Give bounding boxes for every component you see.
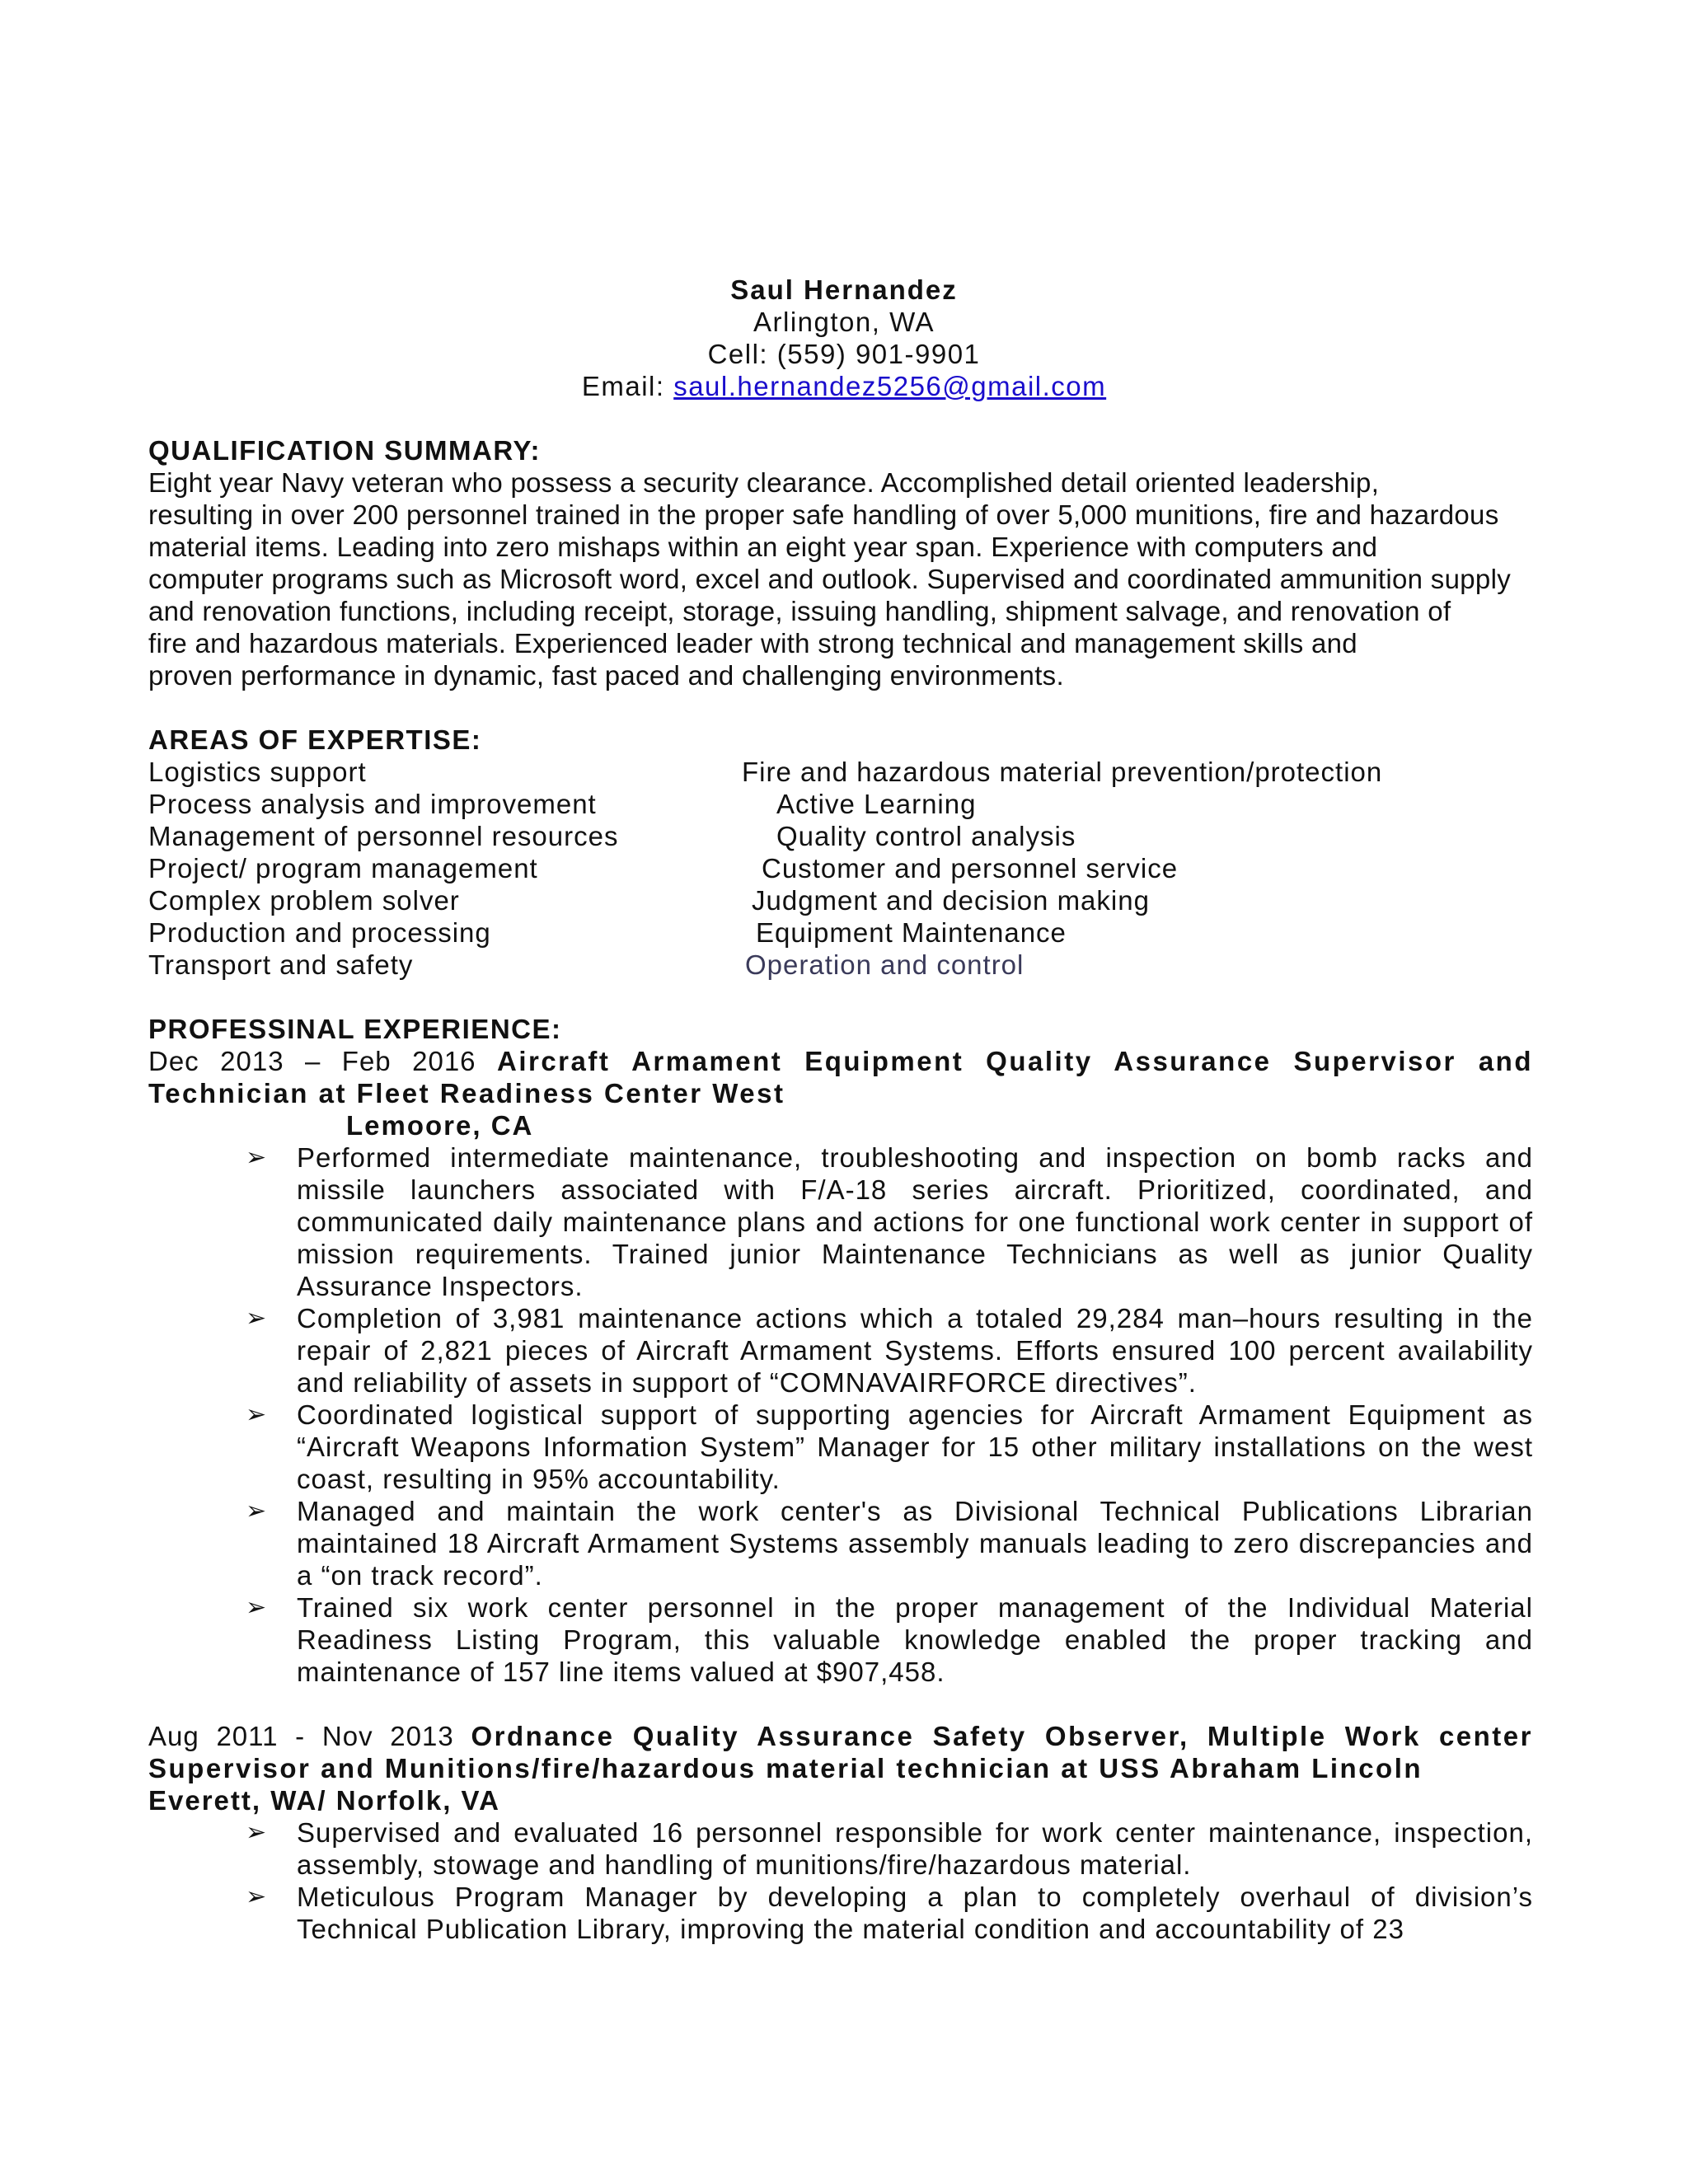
expertise-row [148,820,1533,852]
job-bullets [148,1816,1533,1945]
list-item [246,1302,1533,1399]
candidate-cell: Cell: (559) 901-9901 [707,339,981,369]
summary-line: and renovation functions, including receipt, storage, issuing handling, shipment salvage, and renovation of [148,596,1451,626]
summary-line: resulting in over 200 personnel trained in the proper safe handling of over 5,000 munitions, fire and hazardous [148,499,1499,530]
summary-line: computer programs such as Microsoft word, excel and outlook. Supervised and coordinated ammunition supply [148,564,1511,594]
expertise-row [148,852,1533,884]
email-label: Email: [581,371,674,401]
expertise-row [148,949,1533,981]
bullet-text: Managed and maintain the work center's as Divisional Technical Publications Librarian maintained 18 Aircraft Armament Systems assembly manuals leading to zero discrepancies and a “on track record”. [297,1496,1533,1591]
expertise-item: Quality control analysis [776,821,1076,851]
summary-title: QUALIFICATION SUMMARY: [148,435,542,466]
expertise-item: Judgment and decision making [752,885,1150,916]
expertise-row [148,884,1533,916]
arrow-bullet-icon: ➢ [246,1819,268,1846]
summary-line: fire and hazardous materials. Experienced leader with strong technical and management skills and [148,628,1357,658]
list-item [246,1495,1533,1591]
bullet-text: Meticulous Program Manager by developing a plan to completely overhaul of division’s Technical Publication Library, improving the material condition and accountability of 23 [297,1882,1533,1944]
list-item [246,1399,1533,1495]
arrow-bullet-icon: ➢ [246,1305,268,1332]
expertise-item: Fire and hazardous material prevention/protection [742,757,1383,787]
arrow-bullet-icon: ➢ [246,1883,268,1910]
expertise-item: Active Learning [776,789,977,819]
expertise-item: Transport and safety [148,949,414,980]
list-item [246,1591,1533,1688]
candidate-email-line [0,370,1688,402]
list-item [246,1816,1533,1881]
expertise-item: Operation and control [745,949,1025,980]
expertise-item: Customer and personnel service [762,853,1179,883]
experience-title: PROFESSINAL EXPERIENCE: [148,1014,562,1044]
list-item [246,1881,1533,1945]
arrow-bullet-icon: ➢ [246,1594,268,1621]
arrow-bullet-icon: ➢ [246,1401,268,1428]
job-heading [148,1045,1533,1109]
job-heading [148,1720,1533,1784]
expertise-item: Process analysis and improvement [148,789,597,819]
bullet-text: Trained six work center personnel in the proper management of the Individual Material Readiness Listing Program, this valuable knowledge enabled the proper tracking and maintenance of 157 line items valued at $907,458. [297,1592,1533,1687]
expertise-item: Complex problem solver [148,885,460,916]
expertise-item: Production and processing [148,917,491,948]
job-title: Aircraft Armament Equipment Quality Assurance Supervisor and Technician at Fleet Readiness Center West [148,1046,1533,1108]
arrow-bullet-icon: ➢ [246,1497,268,1525]
bullet-text: Performed intermediate maintenance, troubleshooting and inspection on bomb racks and missile launchers associated with F/A-18 series aircraft. Prioritized, coordinated, and communicated daily maintenance plans and actions for one functional work center in support of mission requirements. Trained junior Maintenance Technicians as well as junior Quality Assurance Inspectors. [297,1142,1533,1301]
arrow-bullet-icon: ➢ [246,1144,268,1171]
summary-text [148,466,1533,691]
bullet-text: Completion of 3,981 maintenance actions which a totaled 29,284 man–hours resulting in the repair of 2,821 pieces of Aircraft Armament Systems. Efforts ensured 100 percent availability and reliability of assets in support of “COMNAVAIRFORCE directives”. [297,1303,1533,1398]
expertise-row [148,788,1533,820]
expertise-item: Logistics support [148,757,367,787]
candidate-location: Arlington, WA [753,307,935,337]
job-location: Everett, WA/ Norfolk, VA [148,1785,500,1816]
expertise-item: Project/ program management [148,853,538,883]
email-link[interactable]: saul.hernandez5256@gmail.com [673,371,1107,401]
job-dates: Aug 2011 - Nov 2013 [148,1721,471,1751]
job-dates: Dec 2013 – Feb 2016 [148,1046,497,1076]
job-title: Ordnance Quality Assurance Safety Observer, Multiple Work center Supervisor and Munitions/fire/hazardous material technician at USS Abraham Lincoln [148,1721,1533,1783]
job-bullets [148,1141,1533,1688]
job-location: Lemoore, CA [346,1110,534,1141]
summary-line: proven performance in dynamic, fast paced and challenging environments. [148,660,1064,691]
list-item [246,1141,1533,1302]
resume-header [0,274,1688,402]
expertise-row [148,756,1533,788]
expertise-item: Equipment Maintenance [756,917,1067,948]
resume-body [148,434,1533,1945]
summary-line: material items. Leading into zero mishaps within an eight year span. Experience with computers and [148,532,1378,562]
expertise-row [148,916,1533,949]
bullet-text: Coordinated logistical support of supporting agencies for Aircraft Armament Equipment as “Aircraft Weapons Information System” Manager for 15 other military installations on the west coast, resulting in 95% accountability. [297,1399,1533,1494]
expertise-item: Management of personnel resources [148,821,619,851]
candidate-name: Saul Hernandez [730,274,958,305]
bullet-text: Supervised and evaluated 16 personnel responsible for work center maintenance, inspection, assembly, stowage and handling of munitions/fire/hazardous material. [297,1817,1533,1880]
expertise-grid [148,756,1533,981]
summary-line: Eight year Navy veteran who possess a security clearance. Accomplished detail oriented leadership, [148,467,1380,498]
expertise-title: AREAS OF EXPERTISE: [148,724,482,755]
